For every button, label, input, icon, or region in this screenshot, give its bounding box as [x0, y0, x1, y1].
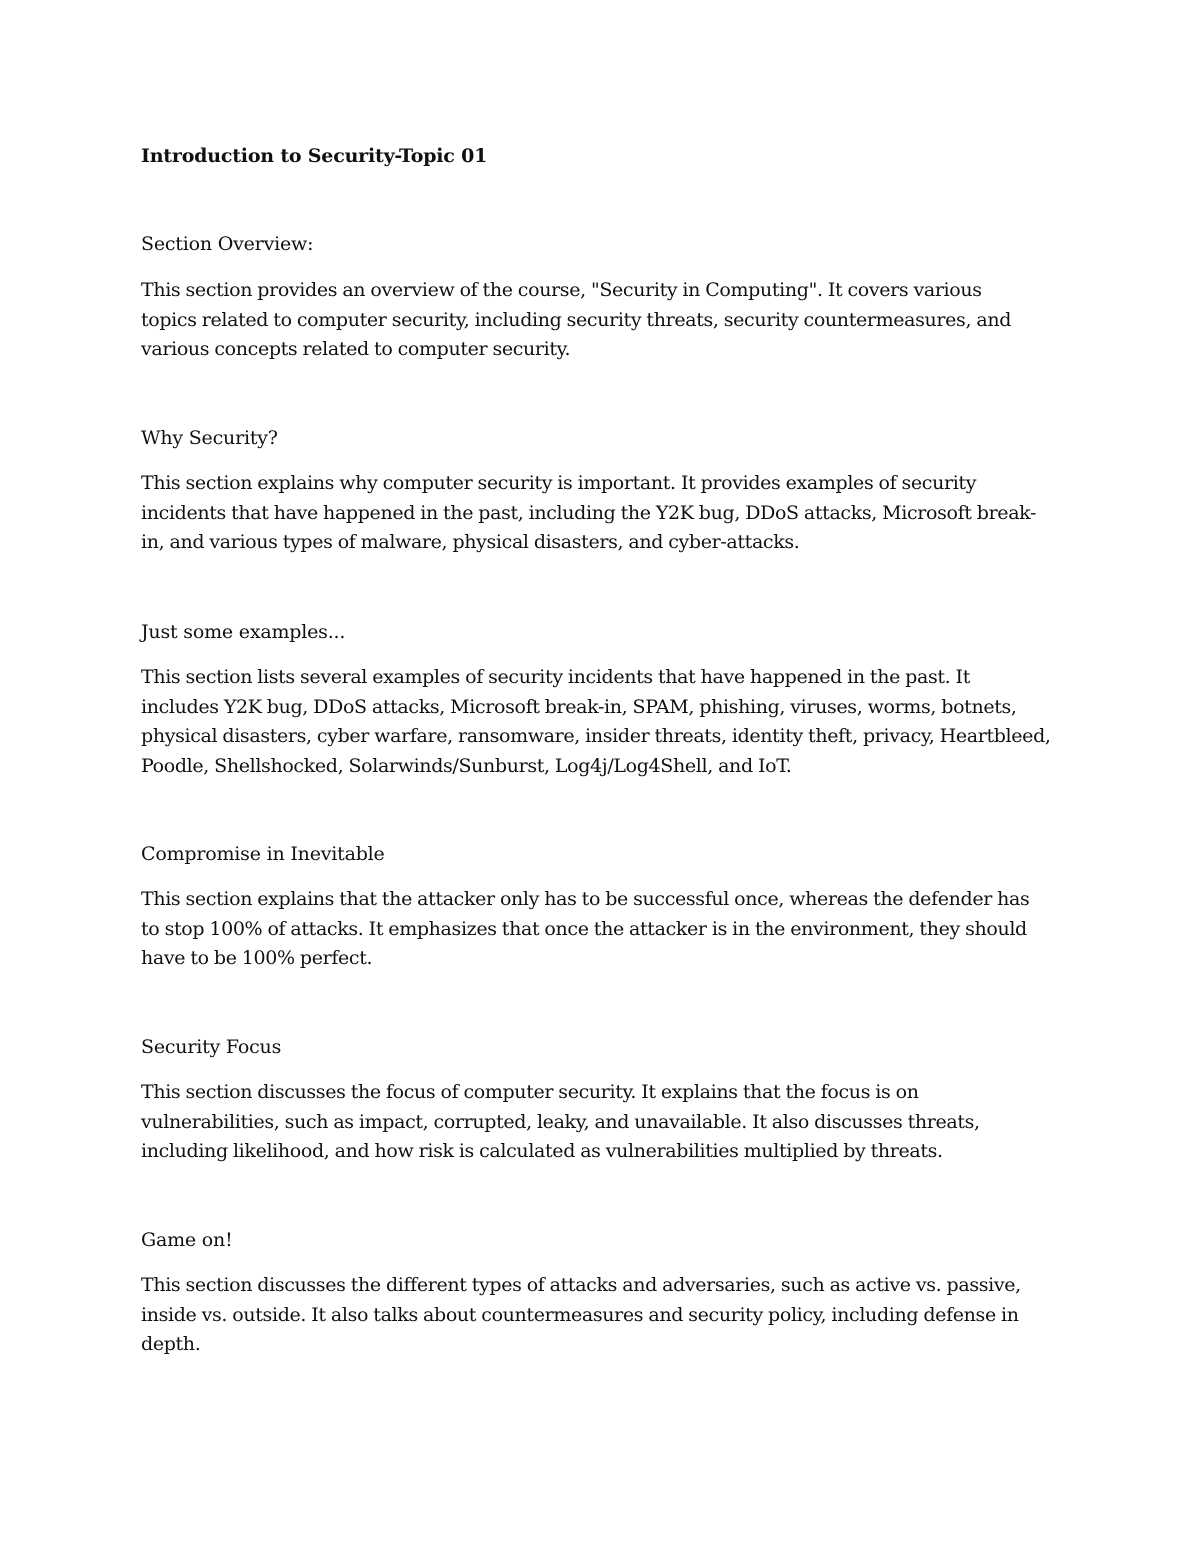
body-line: includes Y2K bug, DDoS attacks, Microsoft break-in, SPAM, phishing, viruses, worms, botnets,: [141, 695, 1017, 718]
body-line: have to be 100% perfect.: [141, 947, 373, 969]
body-line: vulnerabilities, such as impact, corrupted, leaky, and unavailable. It also discusses threats,: [141, 1110, 980, 1133]
body-line: This section lists several examples of security incidents that have happened in the past. It: [141, 666, 970, 688]
section-heading-game-on: Game on!: [141, 1229, 233, 1251]
body-line: physical disasters, cyber warfare, ransomware, insider threats, identity theft, privacy, Heartbleed,: [141, 725, 1051, 747]
body-line: This section explains that the attacker only has to be successful once, whereas the defender has: [141, 888, 1030, 910]
body-line: in, and various types of malware, physical disasters, and cyber-attacks.: [141, 531, 800, 553]
body-line: Poodle, Shellshocked, Solarwinds/Sunburst, Log4j/Log4Shell, and IoT.: [141, 754, 792, 777]
body-line: incidents that have happened in the past, including the Y2K bug, DDoS attacks, Microsoft break-: [141, 501, 1037, 524]
section-body-examples: [141, 663, 1066, 781]
body-line: to stop 100% of attacks. It emphasizes that once the attacker is in the environment, they should: [141, 917, 1027, 940]
section-heading-security-focus: Security Focus: [141, 1036, 282, 1058]
body-line: This section discusses the focus of computer security. It explains that the focus is on: [141, 1081, 919, 1103]
section-body-overview: [141, 276, 1066, 365]
document-title: Introduction to Security-Topic 01: [141, 145, 488, 167]
section-heading-examples: Just some examples...: [141, 621, 346, 643]
body-line: This section explains why computer security is important. It provides examples of security: [141, 472, 977, 494]
body-line: topics related to computer security, including security threats, security countermeasures, and: [141, 308, 1012, 331]
section-body-game-on: [141, 1271, 1066, 1360]
section-body-why-security: [141, 469, 1066, 558]
section-heading-why-security: Why Security?: [141, 427, 278, 449]
section-body-compromise: [141, 885, 1066, 974]
body-line: This section provides an overview of the course, "Security in Computing". It covers various: [141, 279, 982, 301]
section-heading-overview: Section Overview:: [141, 233, 314, 255]
body-line: various concepts related to computer security.: [141, 338, 571, 360]
body-line: This section discusses the different types of attacks and adversaries, such as active vs. passive,: [141, 1274, 1021, 1296]
body-line: including likelihood, and how risk is calculated as vulnerabilities multiplied by threats.: [141, 1140, 943, 1162]
body-line: inside vs. outside. It also talks about countermeasures and security policy, including defense in: [141, 1303, 1019, 1326]
section-body-security-focus: [141, 1078, 1066, 1167]
section-heading-compromise: Compromise in Inevitable: [141, 843, 385, 865]
body-line: depth.: [141, 1333, 201, 1355]
